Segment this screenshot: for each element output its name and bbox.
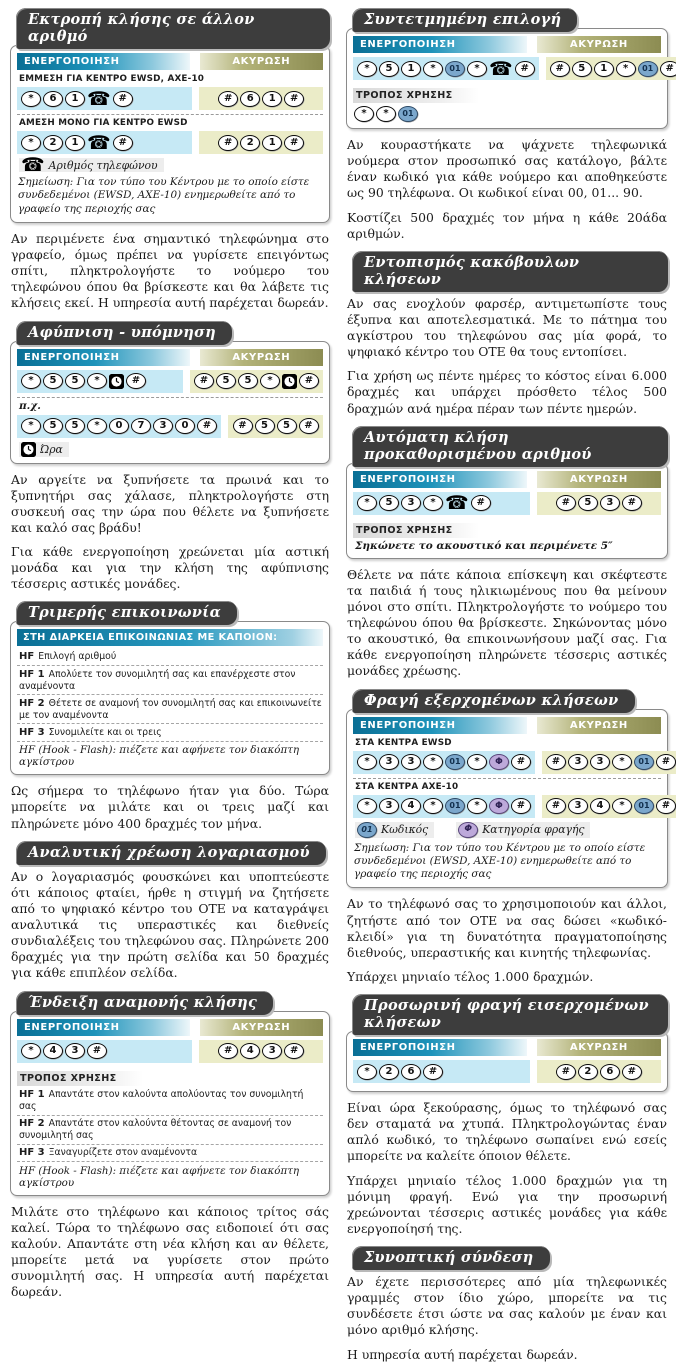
hook-flash-row [17,665,323,694]
cancellation-key-sequence [199,1040,323,1063]
legend-item [19,154,164,176]
star-key: * [21,418,41,434]
service-section [346,8,674,242]
body-paragraph: Αν έχετε περισσότερες από μία τηλεφωνικές γραμμές στον ίδιο χώρο, μπορείτε να τις συνδέσετε έτσι ώστε να σας καλούν με έναν και μόνο αριθμό κλήσης. [347,1274,667,1338]
cancellation-key-sequence [199,87,323,110]
digit-key: 3 [262,1043,282,1059]
digit-key: 4 [240,1043,260,1059]
digit-key: 2 [379,1064,399,1080]
section-title: Αυτόματη κλήση προκαθορισμένου αριθμού [352,426,668,467]
hash-key: # [284,91,304,107]
star-key: * [357,61,377,77]
cancellation-header: ΑΚΥΡΩΣΗ [537,717,661,734]
body-paragraph: Αν το τηλέφωνό σας το χρησιμοποιούν και άλλοι, ζητήστε από τον ΟΤΕ να σας δώσει «κωδικό-κλειδί» για τη δυνατότητα πραγματοποίησης διεθνούς, υπεραστικής και κινητής τηλεφωνίας. [347,896,667,960]
hook-flash-key: HF 2 [19,697,45,709]
digit-key: 5 [65,418,85,434]
code-key: 01 [445,798,465,814]
clock-icon [282,374,297,389]
body-paragraph: Είναι ώρα ξεκούρασης, όμως το τηλέφωνό σας δεν σταματά να χτυπά. Πληκτρολογώντας έναν απλό κωδικό, το τηλέφωνο σωπαίνει ενώ εσείς μπορείτε να καλείτε όποιον θέλετε. [347,1100,667,1164]
hash-key: # [233,418,253,434]
star-key: * [357,754,377,770]
cancellation-header: ΑΚΥΡΩΣΗ [537,1039,661,1056]
digit-key: 1 [594,61,614,77]
code-key: 01 [638,61,658,77]
section-title: Αφύπνιση - υπόμνηση [16,321,232,345]
digit-key: 5 [578,495,598,511]
hook-flash-row [17,648,323,665]
hook-flash-key: HF 2 [19,1118,45,1130]
digit-key: 1 [262,91,282,107]
legend-item [19,442,69,457]
cancellation-header: ΑΚΥΡΩΣΗ [537,471,661,488]
section-title: Τριμερής επικοινωνία [16,601,237,625]
hash-key: # [546,754,566,770]
star-key: * [357,1064,377,1080]
hook-flash-key: HF 1 [19,1089,45,1101]
digit-key: 2 [240,135,260,151]
panel-header-row [353,36,661,53]
hash-key: # [622,495,642,511]
key-row-label: ΕΜΜΕΣΗ ΓΙΑ ΚΕΝΤΡΟ EWSD, AXE-10 [19,74,205,84]
cancellation-key-sequence [542,795,676,818]
hash-key: # [423,1064,443,1080]
activation-key-sequence [353,795,535,818]
digit-key: 0 [109,418,129,434]
hook-flash-row [17,694,323,723]
activation-header: ΕΝΕΡΓΟΠΟΙΗΣΗ [353,36,527,53]
hash-key: # [511,754,531,770]
hook-flash-description: Απαντάτε στον καλούντα απολύοντας τον συνομιλητή σας [19,1089,304,1113]
legend-item [456,822,590,838]
phone-icon: ☎ [21,154,45,176]
clock-icon [21,442,36,457]
digit-key: 1 [262,135,282,151]
digit-key: 3 [153,418,173,434]
phone-icon: ☎ [87,131,111,154]
row-divider [17,114,323,115]
hash-key: # [113,91,133,107]
digit-key: 5 [572,61,592,77]
cancellation-key-sequence [537,1060,661,1083]
activation-header: ΕΝΕΡΓΟΠΟΙΗΣΗ [17,53,190,70]
phone-icon: ☎ [489,57,513,80]
hash-key: # [556,1064,576,1080]
service-panel [10,45,330,223]
digit-key: 3 [401,495,421,511]
panel-banner: ΣΤΗ ΔΙΑΡΚΕΙΑ ΕΠΙΚΟΙΝΩΝΙΑΣ ΜΕ ΚΑΠΟΙΟΝ: [17,629,323,646]
hook-flash-row [17,1087,323,1115]
usage-label: ΤΡΟΠΟΣ ΧΡΗΣΗΣ [353,88,479,103]
key-row-label: ΣΤΑ ΚΕΝΤΡΑ EWSD [355,737,452,748]
digit-key: 6 [600,1064,620,1080]
hook-flash-note: HF (Hook - Flash): πιέζετε και αφήνετε τον διακόπτη αγκίστρου [17,741,323,770]
activation-key-sequence [17,87,192,110]
legend-text: Κωδικός [381,823,429,836]
code-key: 01 [634,754,654,770]
hash-key: # [660,61,676,77]
service-section [346,994,668,1237]
hash-key: # [550,61,570,77]
cancellation-key-sequence [546,57,676,80]
phone-icon: ☎ [87,87,111,110]
hash-key: # [218,1043,238,1059]
digit-key: 3 [379,754,399,770]
hash-key: # [87,1043,107,1059]
star-key: * [467,798,487,814]
hash-key: # [622,1064,642,1080]
hash-key: # [299,373,319,389]
digit-key: 5 [216,373,236,389]
key-sequence-row [17,415,323,438]
activation-key-sequence [17,370,183,393]
activation-key-sequence [353,751,535,774]
star-key: * [354,106,374,122]
code-key: 01 [445,754,465,770]
body-paragraph: Αν ο λογαριασμός φουσκώνει και υποπτεύεστε ότι κάποιος φταίει, ήρθε η στιγμή να ζητήσετε από το ψηφιακό κέντρο του ΟΤΕ να καταγράψει αναλυτικά τις υπεραστικές και διεθνείς συνδιαλέξεις του τηλεφώνου σας. Πληρώνετε 200 δραχμές για την πρώτη σελίδα και 50 δραχμές για κάθε επιπλέον σελίδα. [11,868,329,981]
hash-key: # [511,798,531,814]
hash-key: # [656,798,676,814]
digit-key: 5 [43,373,63,389]
panel-header-row [353,471,661,488]
digit-key: 3 [568,798,588,814]
key-row-label: ΑΜΕΣΗ ΜΟΝΟ ΓΙΑ ΚΕΝΤΡΟ EWSD [19,118,188,128]
activation-header: ΕΝΕΡΓΟΠΟΙΗΣΗ [353,717,527,734]
code-key: 01 [398,106,418,122]
digit-key: 3 [65,1043,85,1059]
code-key: 01 [357,822,377,838]
key-sequence-row [353,492,661,515]
star-key: * [21,91,41,107]
star-key: * [423,798,443,814]
digit-key: 1 [65,135,85,151]
digit-key: 5 [277,418,297,434]
activation-key-sequence [17,415,221,438]
section-title: Ένδειξη αναμονής κλήσης [16,991,273,1015]
activation-header: ΕΝΕΡΓΟΠΟΙΗΣΗ [17,349,190,366]
hash-key: # [656,754,676,770]
key-sequence-row [17,1040,323,1063]
activation-key-sequence [353,57,539,80]
digit-key: 5 [379,495,399,511]
hook-flash-key: HF 3 [19,726,45,738]
legend-text: Κατηγορία φραγής [482,823,585,836]
hash-key: # [218,135,238,151]
cancellation-key-sequence [228,415,323,438]
code-key: 01 [445,61,465,77]
activation-key-sequence [17,1040,192,1063]
section-title: Εκτροπή κλήσης σε άλλον αριθμό [16,8,330,49]
body-paragraph: Για χρήση ως πέντε ημέρες το κόστος είναι 6.000 δραχμές και υπάρχει πρόσθετο τέλος 500 δραχμών ανά ημέρα πέραν των πέντε ημερών. [347,368,667,416]
cancellation-header: ΑΚΥΡΩΣΗ [200,349,323,366]
star-key: * [357,495,377,511]
key-sequence-row [17,87,323,110]
legend-text: Ώρα [40,442,63,456]
cancellation-key-sequence [190,370,323,393]
digit-key: 5 [43,418,63,434]
body-paragraph: Ως σήμερα το τηλέφωνο ήταν για δύο. Τώρα μπορείτε να μιλάτε και οι τρεις μαζί και πληρώνετε μόνο 400 δραχμές τον μήνα. [11,783,329,831]
hook-flash-description: Συνομιλείτε και οι τρεις [48,726,162,738]
digit-key: 0 [175,418,195,434]
activation-key-sequence [17,131,192,154]
digit-key: 1 [65,91,85,107]
code-key: 01 [634,798,654,814]
hook-flash-description: Απολύετε τον συνομιλητή σας και επανέρχεστε στον αναμένοντα [19,668,296,692]
barring-category-key: Φ [489,754,509,770]
panel-header-row [353,717,661,734]
body-paragraph: Θέλετε να πάτε κάποια επίσκεψη και σκέφτεστε τα παιδιά ή τους ηλικιωμένους που θα μείνουν μόνοι στο σπίτι. Πληκτρολογήστε το νούμερο του τηλεφώνου όπου θα βρίσκεστε. Σηκώνοντας μόνο το ακουστικό, θα επικοινωνήσουν μαζί σας. Για κάθε ενεργοποίηση πληρώνετε τέσσερις αστικές μονάδες χρέωσης. [347,566,667,679]
digit-key: 6 [240,91,260,107]
service-section [10,8,330,312]
star-key: * [423,61,443,77]
service-section [10,601,330,831]
digit-key: 5 [255,418,275,434]
cancellation-header: ΑΚΥΡΩΣΗ [200,1019,323,1036]
hook-flash-row [17,1144,323,1162]
star-key: * [467,61,487,77]
star-key: * [423,754,443,770]
hook-flash-key: HF 1 [19,668,45,680]
service-panel [10,341,330,464]
cancellation-header: ΑΚΥΡΩΣΗ [200,53,323,70]
star-key: * [87,418,107,434]
legend-text: Αριθμός τηλεφώνου [48,158,158,172]
service-panel [346,1031,668,1092]
service-section [10,991,330,1301]
barring-category-key: Φ [458,822,478,838]
digit-key: 6 [401,1064,421,1080]
digit-key: 1 [401,61,421,77]
usage-label: ΤΡΟΠΟΣ ΧΡΗΣΗΣ [17,1071,143,1086]
hash-key: # [194,373,214,389]
body-paragraph: Αν περιμένετε ένα σημαντικό τηλεφώνημα στο γραφείο, όμως πρέπει να γυρίσετε επειγόντως σπίτι, πληκτρολογήστε το νούμερο του τηλεφώνου όπου θα βρίσκεστε και θα λάβετε τις κλήσεις εκεί. Η υπηρεσία αυτή παρέχεται δωρεάν. [11,230,329,311]
digit-key: 4 [590,798,610,814]
key-legend [19,154,323,176]
hook-flash-key: HF 3 [19,1147,45,1159]
key-legend [355,822,661,838]
section-title: Αναλυτική χρέωση λογαριασμού [16,841,326,865]
panel-header-row [17,53,323,70]
hash-key: # [284,135,304,151]
star-key: * [357,798,377,814]
service-section [346,1246,668,1363]
section-title: Συντετμημένη επιλογή [352,8,577,32]
digit-key: 6 [43,91,63,107]
digit-key: 3 [379,798,399,814]
hook-flash-key: HF [19,650,35,662]
hook-flash-description: Θέτετε σε αναμονή τον συνομιλητή σας και επικοινωνείτε με τον αναμένοντα [19,697,322,721]
key-legend [19,442,323,457]
section-title: Φραγή εξερχομένων κλήσεων [352,689,635,713]
activation-header: ΕΝΕΡΓΟΠΟΙΗΣΗ [353,471,527,488]
star-key: * [87,373,107,389]
body-paragraph: Η υπηρεσία αυτή παρέχεται δωρεάν. [347,1346,578,1362]
star-key: * [260,373,280,389]
usage-instruction: Σηκώνετε το ακουστικό και περιμένετε 5″ [355,539,613,552]
body-paragraph: Αν αργείτε να ξυπνήσετε τα πρωινά και το ξυπνητήρι σας χάλασε, πληκτρολογήστε στη συσκευή σας την ώρα που θέλετε να ξυπνήσετε και καλό σας βράδυ! [11,471,329,535]
digit-key: 4 [401,798,421,814]
usage-label: ΤΡΟΠΟΣ ΧΡΗΣΗΣ [353,523,479,538]
hook-flash-note: HF (Hook - Flash): πιέζετε και αφήνετε τον διακόπτη αγκίστρου [17,1161,323,1190]
cancellation-key-sequence [199,131,323,154]
panel-header-row [353,1039,661,1056]
barring-category-key: Φ [489,798,509,814]
panel-note: Σημείωση: Για τον τύπο του Κέντρου με το οποίο είστε συνδεδεμένοι (EWSD, AXE-10) ενημερωθείτε από το γραφείο της περιοχής σας [18,176,310,215]
star-key: * [21,373,41,389]
hash-key: # [218,91,238,107]
star-key: * [467,754,487,770]
star-key: * [21,135,41,151]
activation-key-sequence [353,492,530,515]
hook-flash-description: Ξαναγυρίζετε στον αναμένοντα [48,1147,198,1159]
hash-key: # [284,1043,304,1059]
body-paragraph: Υπάρχει μηνιαίο τέλος 1.000 δραχμών. [347,968,594,984]
digit-key: 7 [131,418,151,434]
row-divider [17,397,323,398]
hash-key: # [515,61,535,77]
body-paragraph: Αν σας ενοχλούν φαρσέρ, αντιμετωπίστε τους έξυπνα και αποτελεσματικά. Με το πάτημα του αγκίστρου του τηλεφώνου σας μία φορά, το ψηφιακό κέντρο του ΟΤΕ θα τους εντοπίσει. [347,295,667,360]
service-section [10,321,330,593]
body-paragraph: Υπάρχει μηνιαίο τέλος 1.000 δραχμών για τη μόνιμη φραγή. Ενώ για την προσωρινή χρεώνονται τέσσερις αστικές μονάδες για κάθε ενεργοποίησή της. [347,1172,667,1236]
panel-header-row [17,1019,323,1036]
hash-key: # [546,798,566,814]
digit-key: 5 [379,61,399,77]
row-divider [353,778,661,779]
activation-key-sequence [353,1060,530,1083]
service-panel [10,621,330,775]
phone-icon: ☎ [445,492,469,515]
cancellation-header: ΑΚΥΡΩΣΗ [537,36,661,53]
star-key: * [21,1043,41,1059]
key-sequence-row [353,795,671,818]
hook-flash-description: Επιλογή αριθμού [38,650,117,662]
digit-key: 3 [600,495,620,511]
service-panel [10,1011,330,1196]
panel-note: Σημείωση: Για τον τύπο του Κέντρου με το οποίο είστε συνδεδεμένοι (EWSD, AXE-10) ενημερωθείτε από το γραφείο της περιοχής σας [354,841,646,881]
clock-icon [109,374,124,389]
section-title: Συνοπτική σύνδεση [352,1246,550,1270]
body-paragraph: Μιλάτε στο τηλέφωνο και κάποιος τρίτος σάς καλεί. Τώρα το τηλέφωνο σας ειδοποιεί ότι σας καλούν. Απαντάτε στη νέα κλήση και αν θέλετε, μπορείτε μετά να γυρίσετε στον πρώτο συνομιλητή σας. Η υπηρεσία αυτή παρέχεται δωρεάν. [11,1203,329,1300]
digit-key: 2 [578,1064,598,1080]
legend-item [355,822,434,838]
service-panel [346,709,671,889]
digit-key: 3 [590,754,610,770]
digit-key: 3 [568,754,588,770]
body-paragraph: Για κάθε ενεργοποίηση χρεώνεται μία αστική μονάδα και για την κλήση της αφύπνισης τέσσερις αστικές μονάδες. [11,544,329,592]
digit-key: 4 [43,1043,63,1059]
cancellation-key-sequence [542,751,676,774]
star-key: * [612,798,632,814]
digit-key: 5 [238,373,258,389]
service-section [10,841,330,982]
service-section [346,251,668,417]
hash-key: # [556,495,576,511]
digit-key: 2 [43,135,63,151]
activation-header: ΕΝΕΡΓΟΠΟΙΗΣΗ [17,1019,190,1036]
hash-key: # [299,418,319,434]
section-title: Προσωρινή φραγή εισερχομένων κλήσεων [352,994,668,1035]
digit-key: 5 [65,373,85,389]
body-paragraph: Κοστίζει 500 δραχμές τον μήνα η κάθε 20άδα αριθμών. [347,209,667,241]
cancellation-key-sequence [537,492,661,515]
activation-header: ΕΝΕΡΓΟΠΟΙΗΣΗ [353,1039,527,1056]
hash-key: # [126,373,146,389]
key-row-label: ΣΤΑ ΚΕΝΤΡΑ AXE-10 [355,781,459,792]
hook-flash-description: Απαντάτε στον καλούντα θέτοντας σε αναμονή τον συνομιλητή σας [19,1118,292,1142]
hook-flash-row [17,723,323,741]
key-sequence-row [353,57,674,80]
hash-key: # [197,418,217,434]
service-section [346,689,671,986]
service-section [346,426,668,680]
star-key: * [612,754,632,770]
service-panel [346,28,674,129]
star-key: * [376,106,396,122]
star-key: * [616,61,636,77]
column-left [10,8,330,1372]
key-sequence-row [17,131,323,154]
service-panel [346,463,668,559]
column-right [346,8,674,1372]
hook-flash-row [17,1115,323,1144]
key-sequence-row [17,370,323,393]
hash-key: # [471,495,491,511]
key-sequence-row [353,751,671,774]
example-label: π.χ. [19,399,41,412]
usage-key-sequence [354,106,661,122]
key-sequence-row [353,1060,661,1083]
star-key: * [423,495,443,511]
panel-header-row [17,349,323,366]
hash-key: # [113,135,133,151]
section-title: Εντοπισμός κακόβουλων κλήσεων [352,251,668,292]
digit-key: 3 [401,754,421,770]
body-paragraph: Αν κουραστήκατε να ψάχνετε τηλεφωνικά νούμερα στον προσωπικό σας κατάλογο, βάλτε έναν κωδικό για κάθε νούμερο και αποθηκεύστε ως 90 τηλέφωνα. Οι κωδικοί είναι 00, 01... 90. [347,137,667,201]
